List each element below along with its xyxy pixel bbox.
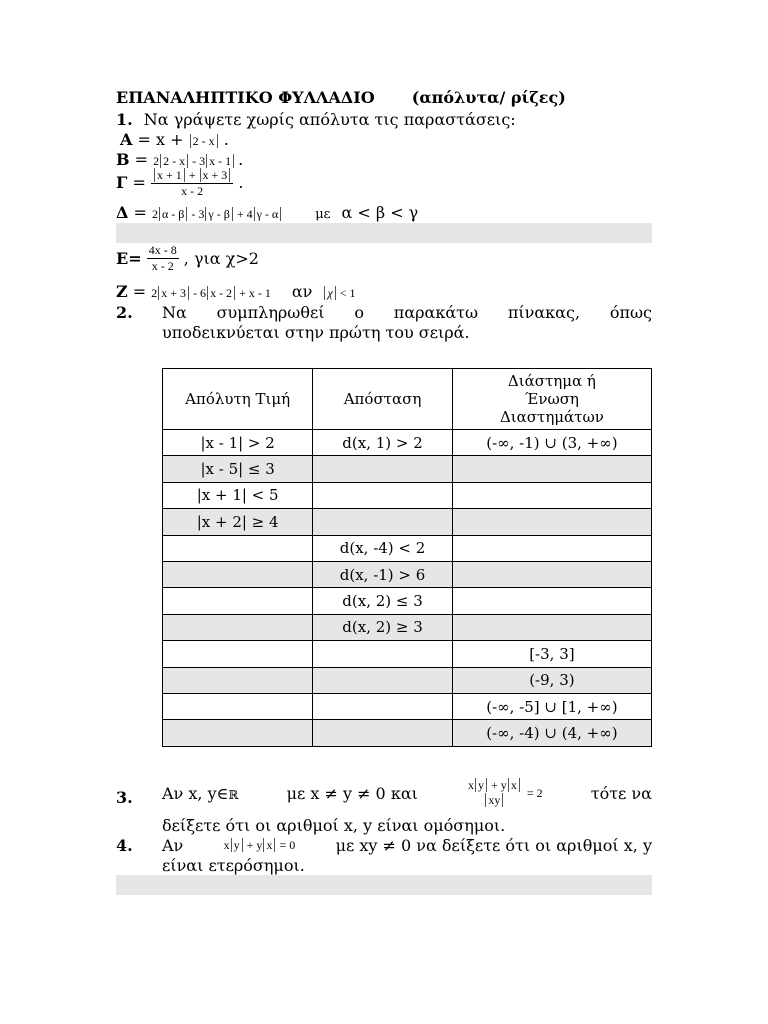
exercise-1-header xyxy=(116,110,516,129)
table-header-row xyxy=(163,369,652,430)
equation: x y + y x = 0 xyxy=(223,838,296,852)
table-row: |x - 1| > 2 d(x, 1) > 2 (-∞, -1) ∪ (3, +∞) xyxy=(163,430,652,456)
table-row: |x + 2| ≥ 4 xyxy=(163,509,652,535)
fraction: $\frac{x + 1 + x + 3}{x - 2}$ xyxy=(151,168,233,199)
absolute-value-table xyxy=(162,368,652,747)
exercise-4-line-1: Αν x y + y x = 0 με xy ≠ 0 να δείξετε ότι οι αριθμοί x, y xyxy=(162,836,652,855)
absolute-value: 2 - x xyxy=(160,154,188,168)
table-row: (-∞, -5] ∪ [1, +∞) xyxy=(163,693,652,719)
exercise-2-line-1: Να συμπληρωθεί ο παρακάτω πίνακας, όπως xyxy=(162,303,652,322)
table-row: |x + 1| < 5 xyxy=(163,482,652,508)
expression-gamma: Γ = $\frac{x + 1 + x + 3}{x - 2}$ . xyxy=(116,168,244,198)
table-row: |x - 5| ≤ 3 xyxy=(163,456,652,482)
header-interval: Διάστημα ή Ένωση Διαστημάτων xyxy=(452,369,651,430)
expression-b: Β = 2 2 - x - 3 x - 1 . xyxy=(116,150,244,169)
exercise-2-line-2: υποδεικνύεται στην πρώτη του σειρά. xyxy=(162,323,470,342)
page-title xyxy=(116,88,566,107)
table-row: (-∞, -4) ∪ (4, +∞) xyxy=(163,720,652,746)
expression-z: Ζ = 2 x + 3 - 6 x - 2 + x - 1 αν χ < 1 xyxy=(116,282,356,301)
header-absolute-value: Απόλυτη Τιμή xyxy=(163,369,313,430)
title-sub: (απόλυτα/ ρίζες) xyxy=(411,88,566,107)
exercise-number: 1. xyxy=(116,110,133,129)
expression-a: Α = x + 2 - x . xyxy=(120,130,229,149)
expression-e: Ε= $\frac{4x - 8}{x - 2}$ , για χ>2 xyxy=(116,243,259,273)
table-row: d(x, -4) < 2 xyxy=(163,535,652,561)
exercise-3-line-2: δείξετε ότι οι αριθμοί x, y είναι ομόσημοι. xyxy=(162,816,506,835)
real-numbers-symbol: ℝ xyxy=(228,787,239,802)
expression-delta: Δ = 2 α - β - 3 γ - β + 4 γ - α με α < β < γ xyxy=(116,203,419,222)
exercise-4-line-2: είναι ετερόσημοι. xyxy=(162,856,305,875)
table-row: [-3, 3] xyxy=(163,641,652,667)
table-row: d(x, -1) > 6 xyxy=(163,561,652,587)
exercise-1-text: Να γράψετε χωρίς απόλυτα τις παραστάσεις: xyxy=(143,110,516,129)
exercise-number: 3. xyxy=(116,788,133,807)
table-row: d(x, 2) ≤ 3 xyxy=(163,588,652,614)
shaded-band xyxy=(116,875,652,895)
exercise-number: 2. xyxy=(116,303,133,322)
exercise-3-line-1: Αν x, y∈ℝ με x ≠ y ≠ 0 και x y + y x xy = 2 τότε να xyxy=(162,778,652,807)
absolute-value: 2 - x xyxy=(190,134,218,148)
fraction-equation: x y + y x xy = 2 xyxy=(468,778,543,807)
exercise-number: 4. xyxy=(116,836,133,855)
fraction: $\frac{4x - 8}{x - 2}$ xyxy=(148,243,177,273)
header-distance: Απόσταση xyxy=(313,369,452,430)
shaded-band xyxy=(116,223,652,243)
table-row: d(x, 2) ≥ 3 xyxy=(163,614,652,640)
table-row: (-9, 3) xyxy=(163,667,652,693)
title-main: ΕΠΑΝΑΛΗΠΤΙΚΟ ΦΥΛΛΑΔΙΟ xyxy=(116,88,375,107)
absolute-value: x - 1 xyxy=(206,154,234,168)
